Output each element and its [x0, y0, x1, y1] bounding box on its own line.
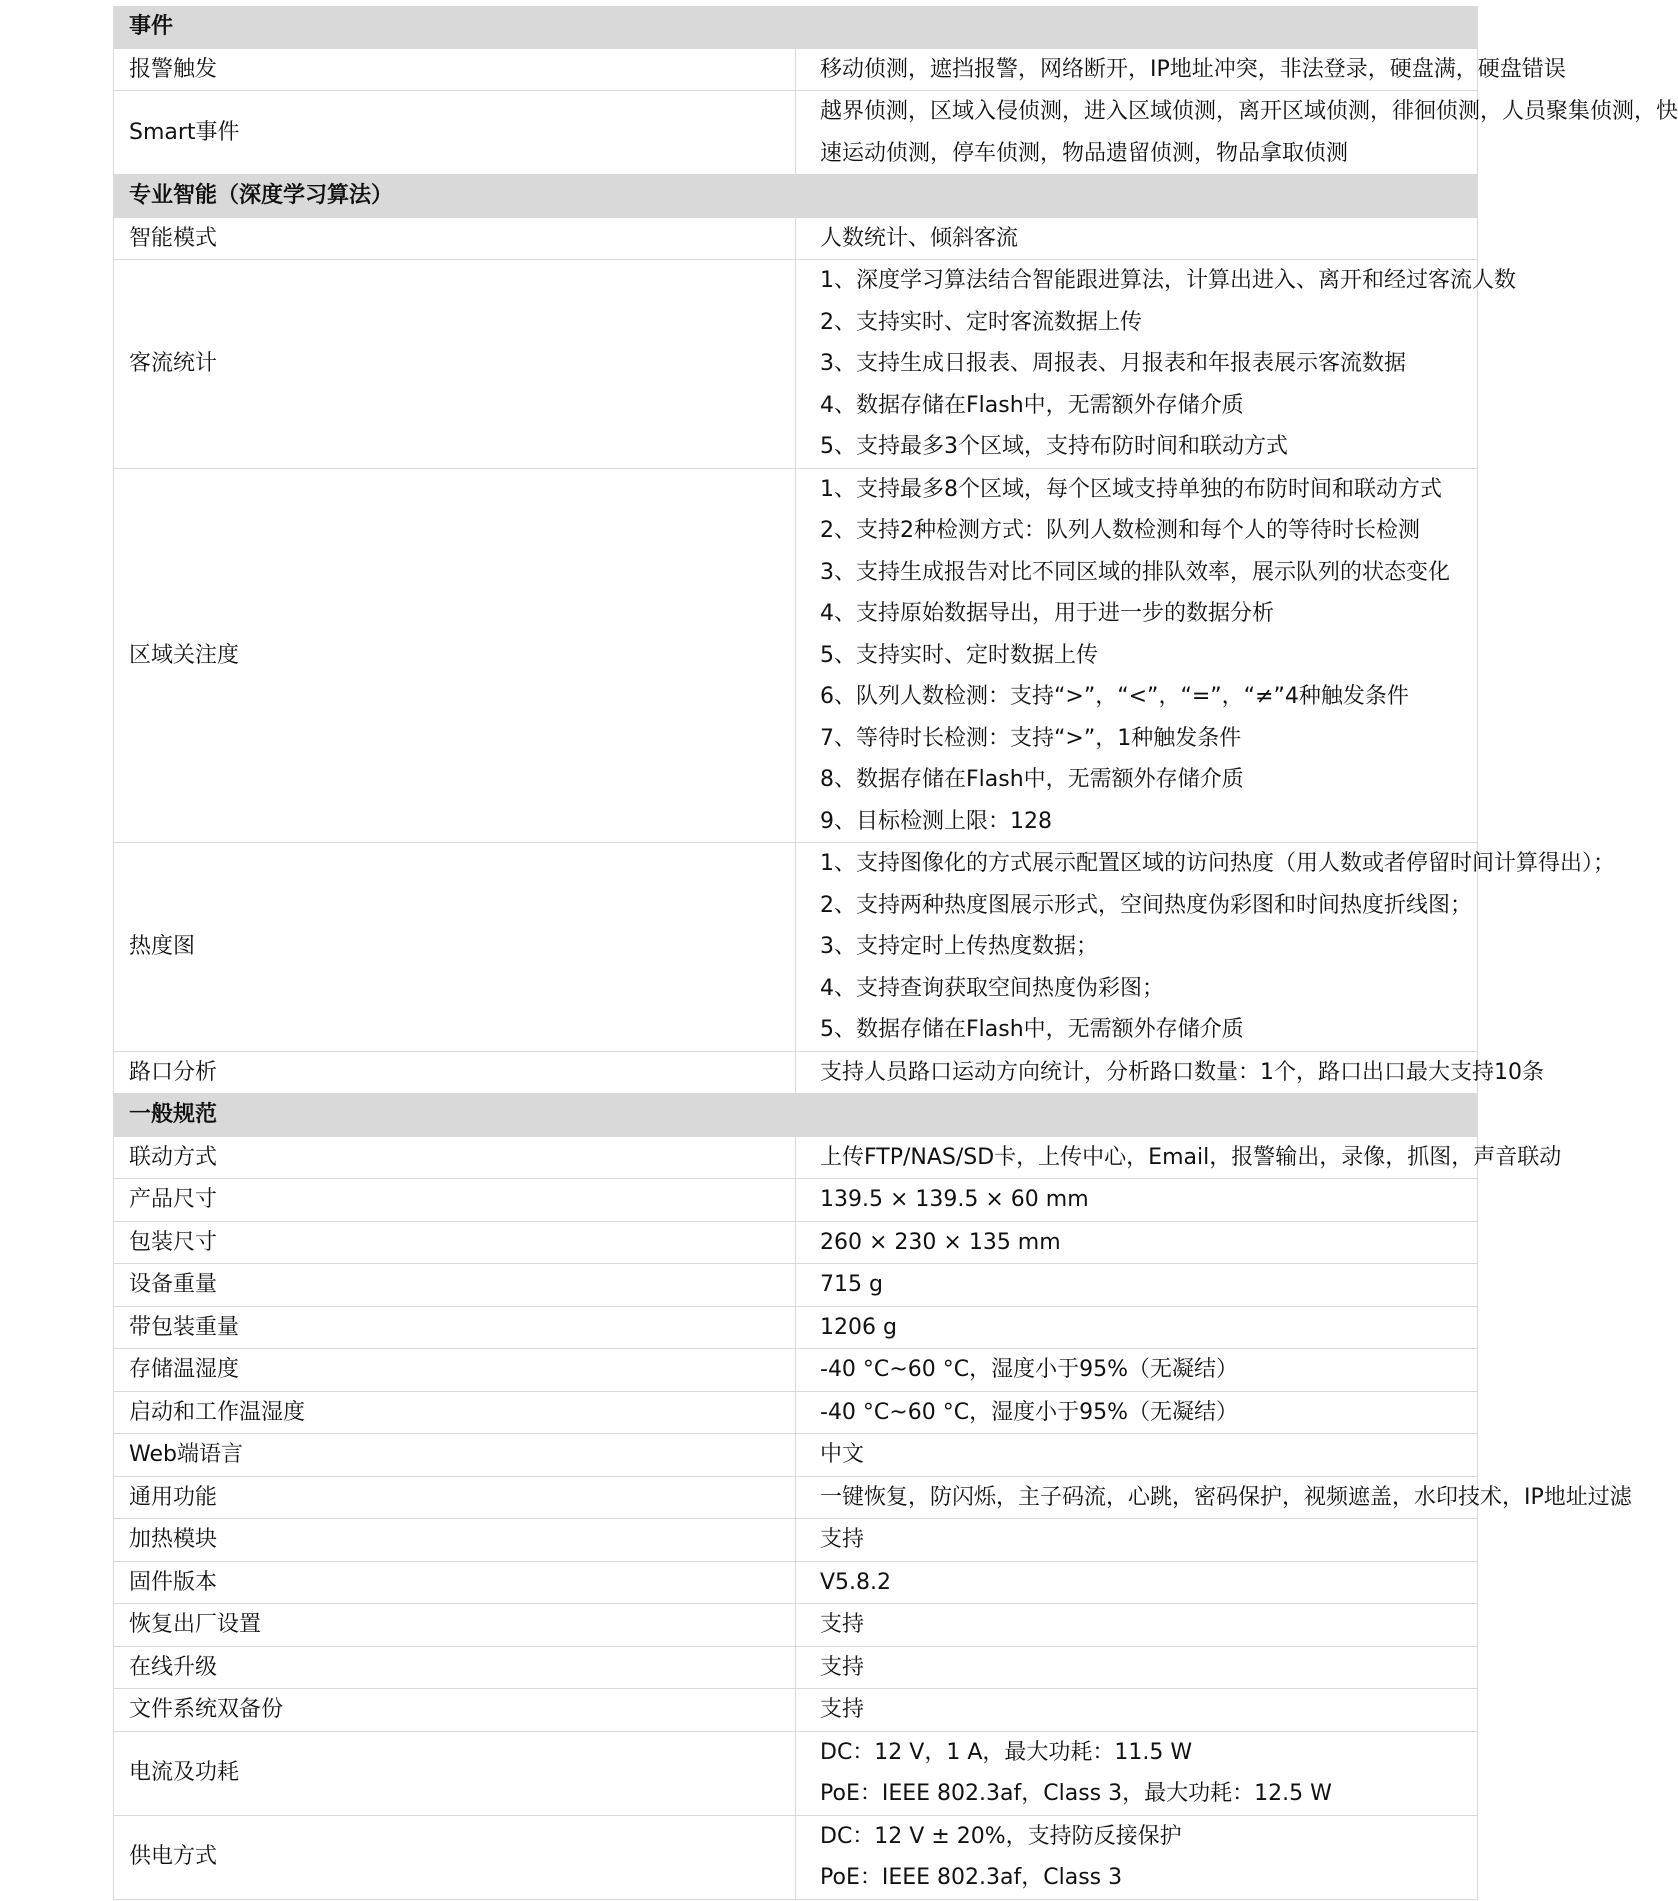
spec-value [796, 217, 1478, 260]
spec-value-line: 3、支持生成日报表、周报表、月报表和年报表展示客流数据 [820, 351, 1406, 376]
spec-label: 路口分析 [114, 1051, 796, 1094]
spec-label: 报警触发 [114, 48, 796, 91]
spec-value-line: 中文 [820, 1442, 865, 1467]
spec-label: 热度图 [114, 843, 796, 1052]
spec-value-line: 4、支持查询获取空间热度伪彩图； [820, 975, 1164, 1001]
spec-value [796, 1349, 1478, 1392]
spec-row [114, 1136, 1478, 1179]
spec-row [114, 1476, 1478, 1519]
spec-value [796, 1561, 1478, 1604]
spec-value [796, 91, 1678, 175]
spec-row [114, 1561, 1478, 1604]
spec-value [796, 1051, 1544, 1094]
spec-value [796, 1815, 1478, 1899]
spec-label: 产品尺寸 [114, 1179, 796, 1222]
spec-label: 带包装重量 [114, 1306, 796, 1349]
spec-value-line: 715 g [820, 1272, 883, 1297]
spec-value [796, 1476, 1632, 1519]
spec-row [114, 1731, 1478, 1815]
spec-value [796, 260, 1516, 469]
spec-row [114, 1434, 1478, 1477]
spec-value-line: 移动侦测，遮挡报警，网络断开，IP地址冲突，非法登录，硬盘满，硬盘错误 [820, 56, 1566, 82]
spec-value [796, 468, 1478, 843]
spec-value-line: 2、支持2种检测方式：队列人数检测和每个人的等待时长检测 [820, 518, 1420, 543]
spec-label: 恢复出厂设置 [114, 1604, 796, 1647]
spec-label: 存储温湿度 [114, 1349, 796, 1392]
spec-label: Smart事件 [114, 91, 796, 175]
spec-value-line: 越界侦测，区域入侵侦测，进入区域侦测，离开区域侦测，徘徊侦测，人员聚集侦测，快 [820, 99, 1678, 124]
spec-label: 区域关注度 [114, 468, 796, 843]
spec-value-line: 5、支持实时、定时数据上传 [820, 642, 1098, 668]
spec-value-line: 3、支持生成报告对比不同区域的排队效率，展示队列的状态变化 [820, 559, 1450, 585]
spec-value-line: -40 °C~60 °C，湿度小于95%（无凝结） [820, 1357, 1238, 1382]
spec-value-line: -40 °C~60 °C，湿度小于95%（无凝结） [820, 1399, 1238, 1425]
section-title: 事件 [114, 6, 1478, 48]
spec-value [796, 1434, 1478, 1477]
spec-value [796, 1221, 1478, 1264]
spec-value [796, 1689, 1478, 1732]
spec-table [113, 6, 1678, 1900]
spec-label: Web端语言 [114, 1434, 796, 1477]
spec-value [796, 48, 1566, 91]
spec-row [114, 48, 1478, 91]
spec-value [796, 1519, 1478, 1562]
spec-value-line: 2、支持两种热度图展示形式，空间热度伪彩图和时间热度折线图； [820, 892, 1472, 918]
spec-value-line: 1206 g [820, 1314, 897, 1340]
spec-row [114, 1391, 1478, 1434]
spec-row [114, 1051, 1478, 1094]
section-header-row [114, 1094, 1478, 1137]
spec-label: 加热模块 [114, 1519, 796, 1562]
spec-row [114, 1519, 1478, 1562]
spec-value [796, 1306, 1478, 1349]
spec-row [114, 91, 1478, 175]
section-header-row [114, 6, 1478, 48]
spec-value-line: 5、支持最多3个区域，支持布防时间和联动方式 [820, 434, 1288, 459]
spec-value [796, 1391, 1478, 1434]
spec-value-line: 1、支持最多8个区域，每个区域支持单独的布防时间和联动方式 [820, 476, 1442, 502]
spec-row [114, 1221, 1478, 1264]
spec-label: 固件版本 [114, 1561, 796, 1604]
spec-value [796, 1179, 1478, 1222]
spec-value [796, 1646, 1478, 1689]
spec-value-line: V5.8.2 [820, 1569, 892, 1595]
spec-row [114, 1306, 1478, 1349]
spec-row [114, 1264, 1478, 1307]
spec-value-line: 1、深度学习算法结合智能跟进算法，计算出进入、离开和经过客流人数 [820, 268, 1516, 293]
spec-value-line: 支持人员路口运动方向统计，分析路口数量：1个，路口出口最大支持10条 [820, 1059, 1544, 1085]
spec-value-line: 上传FTP/NAS/SD卡，上传中心，Email，报警输出，录像，抓图，声音联动 [820, 1144, 1562, 1170]
spec-value-line: PoE：IEEE 802.3af，Class 3 [820, 1865, 1123, 1890]
spec-label: 通用功能 [114, 1476, 796, 1519]
spec-row [114, 1815, 1478, 1899]
spec-label: 启动和工作温湿度 [114, 1391, 796, 1434]
spec-label: 客流统计 [114, 260, 796, 469]
spec-value-line: 4、支持原始数据导出，用于进一步的数据分析 [820, 601, 1274, 626]
spec-value [796, 1604, 1478, 1647]
spec-value-line: 7、等待时长检测：支持“>”，1种触发条件 [820, 725, 1242, 751]
spec-row [114, 1689, 1478, 1732]
spec-label: 包装尺寸 [114, 1221, 796, 1264]
spec-row [114, 260, 1478, 469]
spec-value-line: 一键恢复，防闪烁，主子码流，心跳，密码保护，视频遮盖，水印技术，IP地址过滤 [820, 1484, 1632, 1510]
spec-label: 智能模式 [114, 217, 796, 260]
spec-value [796, 1136, 1562, 1179]
spec-row [114, 1349, 1478, 1392]
spec-row [114, 1646, 1478, 1689]
spec-value-line: 139.5 × 139.5 × 60 mm [820, 1187, 1089, 1212]
section-header-row [114, 175, 1478, 218]
spec-value-line: 人数统计、倾斜客流 [820, 225, 1019, 251]
spec-value [796, 1264, 1478, 1307]
spec-value-line: DC：12 V ± 20%，支持防反接保护 [820, 1823, 1182, 1849]
spec-value-line: 支持 [820, 1654, 865, 1680]
spec-label: 联动方式 [114, 1136, 796, 1179]
spec-value-line: 支持 [820, 1697, 865, 1722]
spec-value-line: 8、数据存储在Flash中，无需额外存储介质 [820, 767, 1244, 792]
spec-row [114, 843, 1478, 1052]
spec-value-line: 260 × 230 × 135 mm [820, 1229, 1061, 1255]
spec-value-line: 支持 [820, 1527, 865, 1552]
spec-value-line: 速运动侦测，停车侦测，物品遗留侦测，物品拿取侦测 [820, 140, 1349, 166]
spec-row [114, 1179, 1478, 1222]
spec-label: 供电方式 [114, 1815, 796, 1899]
spec-label: 电流及功耗 [114, 1731, 796, 1815]
spec-label: 文件系统双备份 [114, 1689, 796, 1732]
spec-value-line: PoE：IEEE 802.3af，Class 3，最大功耗：12.5 W [820, 1781, 1332, 1806]
spec-row [114, 217, 1478, 260]
spec-label: 在线升级 [114, 1646, 796, 1689]
spec-value-line: 1、支持图像化的方式展示配置区域的访问热度（用人数或者停留时间计算得出）； [820, 851, 1615, 876]
spec-row [114, 468, 1478, 843]
spec-table-body [114, 6, 1678, 1899]
spec-value-line: 9、目标检测上限：128 [820, 808, 1052, 834]
spec-value-line: 支持 [820, 1612, 865, 1637]
spec-value [796, 843, 1615, 1052]
section-title: 一般规范 [114, 1094, 1478, 1137]
spec-value-line: 3、支持定时上传热度数据； [820, 934, 1098, 959]
spec-value [796, 1731, 1478, 1815]
spec-value-line: DC：12 V，1 A，最大功耗：11.5 W [820, 1739, 1193, 1765]
section-title: 专业智能（深度学习算法） [114, 175, 1478, 218]
spec-value-line: 2、支持实时、定时客流数据上传 [820, 309, 1142, 335]
spec-value-line: 4、数据存储在Flash中，无需额外存储介质 [820, 392, 1244, 418]
spec-label: 设备重量 [114, 1264, 796, 1307]
spec-value-line: 6、队列人数检测：支持“>”，“<”，“=”，“≠”4种触发条件 [820, 684, 1409, 709]
spec-value-line: 5、数据存储在Flash中，无需额外存储介质 [820, 1017, 1244, 1042]
spec-row [114, 1604, 1478, 1647]
